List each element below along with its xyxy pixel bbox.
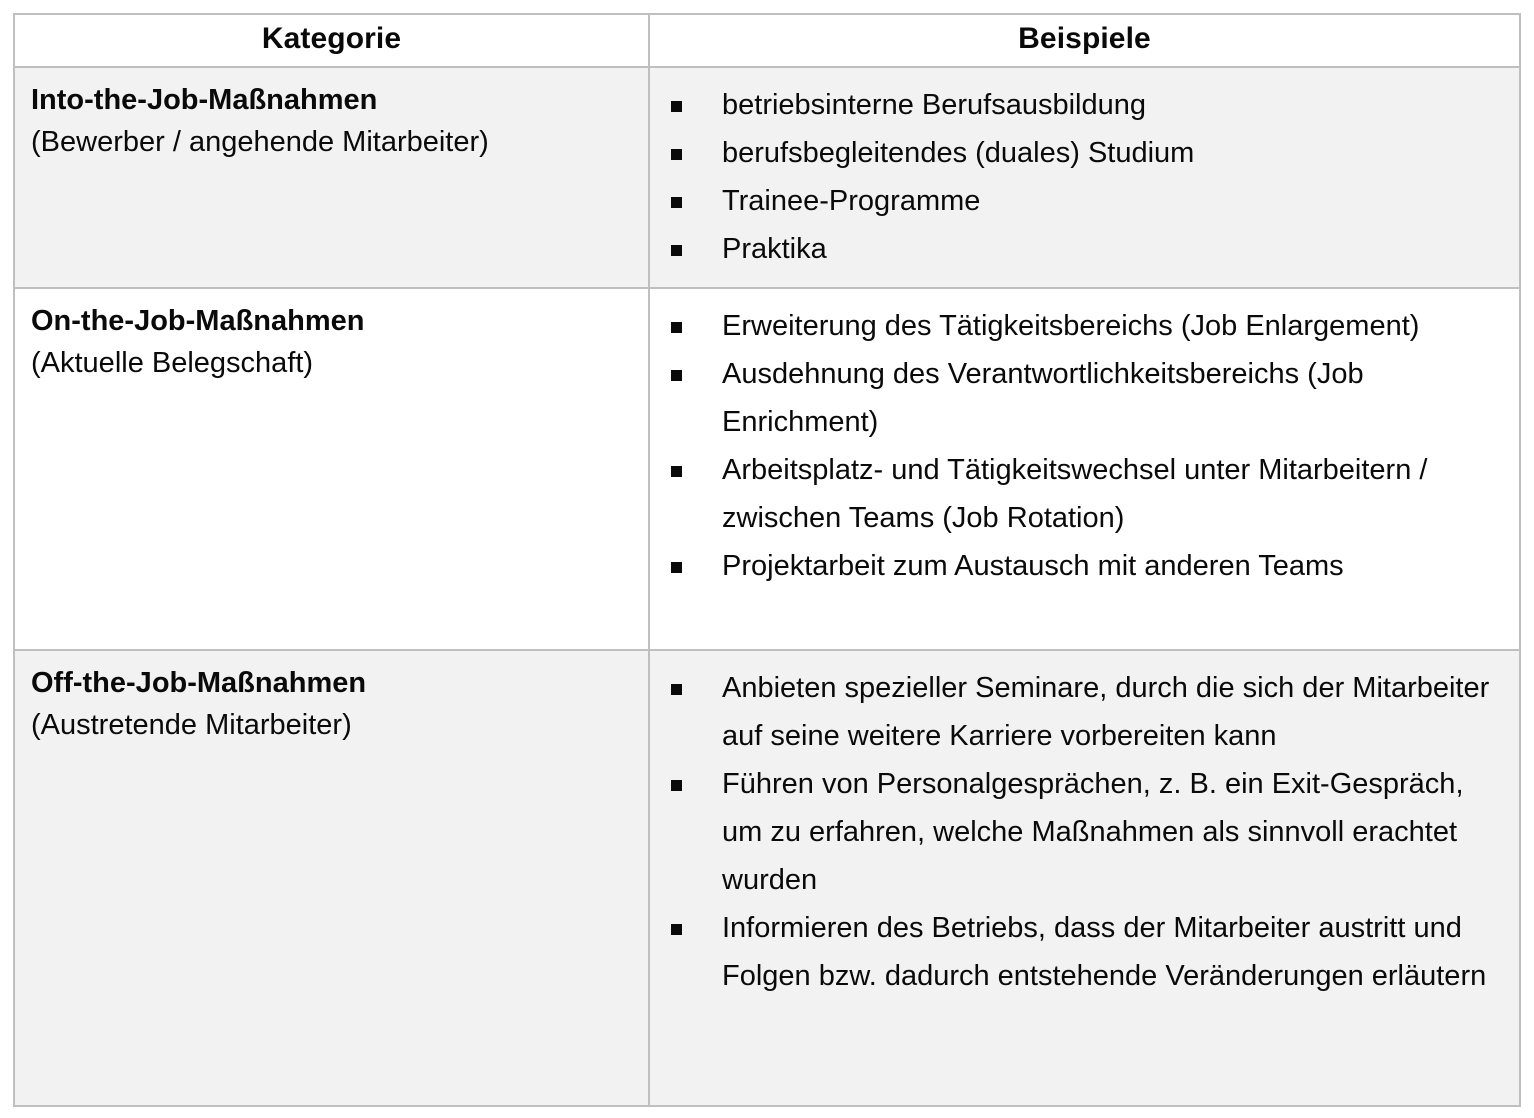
column-header-kategorie: Kategorie bbox=[14, 14, 649, 67]
list-item bbox=[650, 302, 1507, 350]
category-title: Into-the-Job-Maßnahmen bbox=[31, 84, 378, 116]
square-bullet-icon bbox=[671, 466, 682, 477]
list-item-label: Trainee-Programme bbox=[722, 185, 981, 217]
square-bullet-icon bbox=[671, 370, 682, 381]
list-item-label: Führen von Personalgesprächen, z. B. ein Exit-Gespräch, um zu erfahren, welche Maßnahmen als sinnvoll erachtet wurden bbox=[722, 768, 1464, 896]
table-header bbox=[14, 14, 1520, 67]
table-row bbox=[14, 288, 1520, 650]
list-item-label: Erweiterung des Tätigkeitsbereichs (Job Enlargement) bbox=[722, 310, 1420, 342]
table-row bbox=[14, 650, 1520, 1106]
square-bullet-icon bbox=[671, 684, 682, 695]
square-bullet-icon bbox=[671, 924, 682, 935]
personnel-measures-table bbox=[13, 13, 1521, 1107]
header-row bbox=[14, 14, 1520, 67]
square-bullet-icon bbox=[671, 101, 682, 112]
list-item-label: berufsbegleitendes (duales) Studium bbox=[722, 137, 1195, 169]
category-cell-content bbox=[15, 289, 648, 398]
examples-list bbox=[650, 289, 1519, 604]
table-body bbox=[14, 67, 1520, 1106]
list-item-label: Anbieten spezieller Seminare, durch die sich der Mitarbeiter auf seine weitere Karriere vorbereiten kann bbox=[722, 672, 1490, 752]
list-item-label: betriebsinterne Berufsausbildung bbox=[722, 89, 1146, 121]
examples-cell bbox=[649, 288, 1520, 650]
list-item-label: Praktika bbox=[722, 233, 827, 265]
category-title: Off-the-Job-Maßnahmen bbox=[31, 667, 367, 699]
square-bullet-icon bbox=[671, 562, 682, 573]
list-item bbox=[650, 350, 1507, 446]
list-item bbox=[650, 177, 1507, 225]
category-cell-content bbox=[15, 68, 648, 177]
list-item bbox=[650, 760, 1507, 904]
square-bullet-icon bbox=[671, 780, 682, 791]
category-cell bbox=[14, 650, 649, 1106]
examples-cell bbox=[649, 67, 1520, 288]
list-item bbox=[650, 542, 1507, 590]
table-container bbox=[13, 13, 1521, 1107]
category-subtitle: (Bewerber / angehende Mitarbeiter) bbox=[31, 126, 489, 158]
list-item bbox=[650, 446, 1507, 542]
list-item-label: Projektarbeit zum Austausch mit anderen Teams bbox=[722, 550, 1344, 582]
column-header-beispiele: Beispiele bbox=[649, 14, 1520, 67]
list-item bbox=[650, 225, 1507, 273]
examples-list bbox=[650, 651, 1519, 1014]
square-bullet-icon bbox=[671, 149, 682, 160]
list-item bbox=[650, 129, 1507, 177]
examples-list bbox=[650, 68, 1519, 287]
category-cell bbox=[14, 67, 649, 288]
category-subtitle: (Austretende Mitarbeiter) bbox=[31, 709, 352, 741]
list-item-label: Informieren des Betriebs, dass der Mitarbeiter austritt und Folgen bzw. dadurch entstehende Veränderungen erläutern bbox=[722, 912, 1487, 992]
examples-cell bbox=[649, 650, 1520, 1106]
list-item bbox=[650, 664, 1507, 760]
category-cell-content bbox=[15, 651, 648, 760]
category-title: On-the-Job-Maßnahmen bbox=[31, 305, 365, 337]
category-subtitle: (Aktuelle Belegschaft) bbox=[31, 347, 314, 379]
list-item bbox=[650, 81, 1507, 129]
list-item bbox=[650, 904, 1507, 1000]
list-item-label: Arbeitsplatz- und Tätigkeitswechsel unter Mitarbeitern / zwischen Teams (Job Rotation) bbox=[722, 454, 1428, 534]
category-cell bbox=[14, 288, 649, 650]
square-bullet-icon bbox=[671, 245, 682, 256]
list-item-label: Ausdehnung des Verantwortlichkeitsbereichs (Job Enrichment) bbox=[722, 358, 1364, 438]
table-row bbox=[14, 67, 1520, 288]
square-bullet-icon bbox=[671, 197, 682, 208]
square-bullet-icon bbox=[671, 322, 682, 333]
